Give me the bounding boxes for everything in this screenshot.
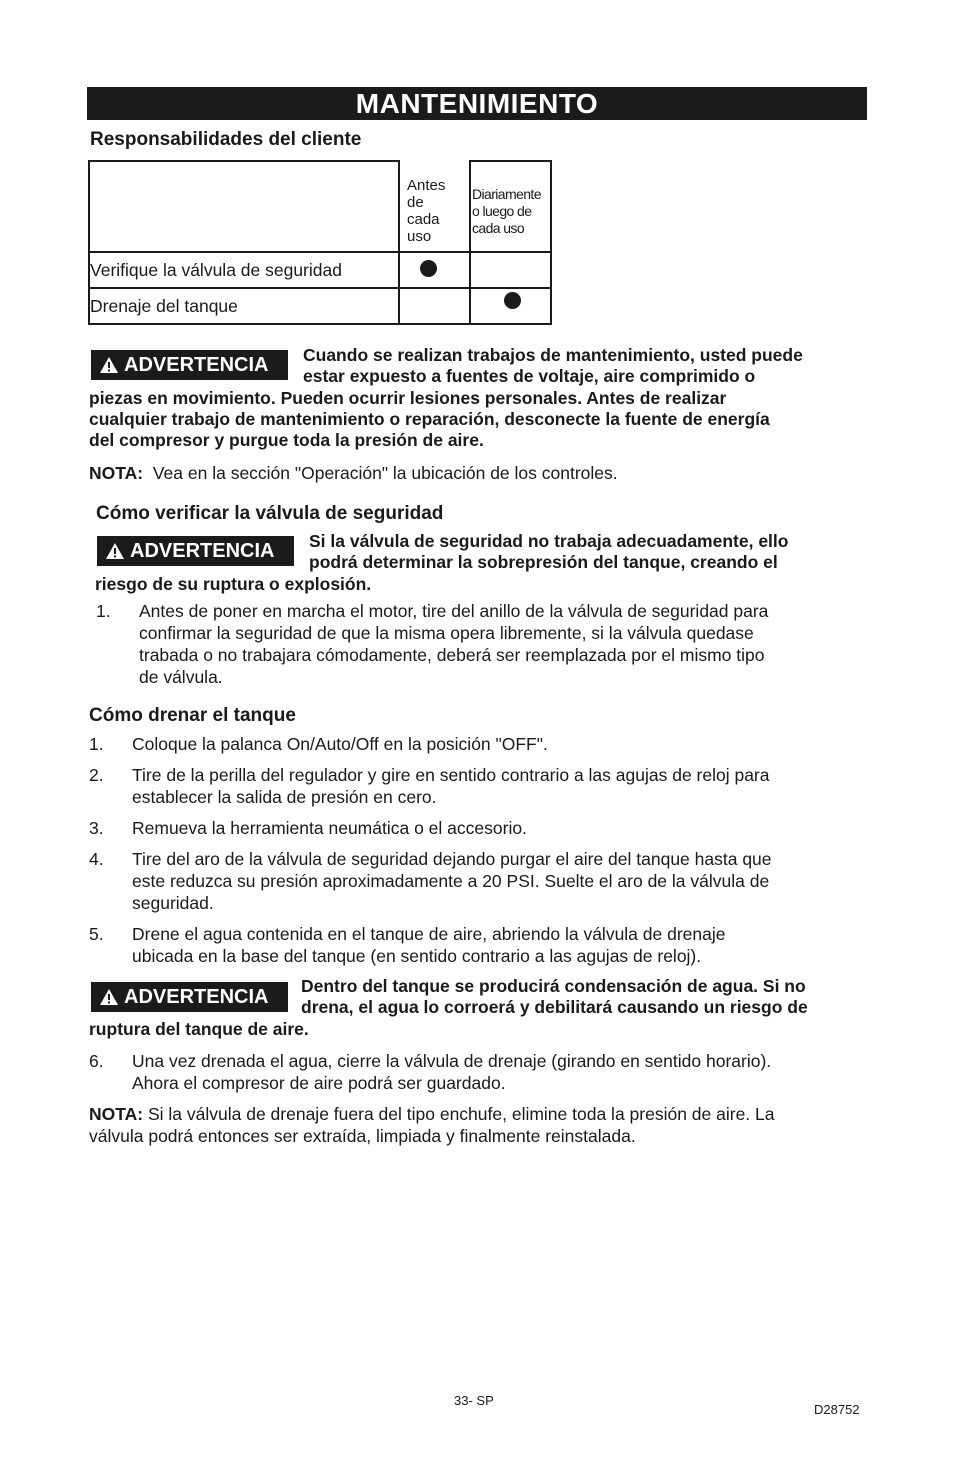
- table-cell-antes: [399, 288, 470, 324]
- table-header-antes: Antes de cada uso: [399, 161, 470, 252]
- table-row: [89, 288, 551, 324]
- list-item: 6. Una vez drenada el agua, cierre la válvula de drenaje (girando en sentido horario). Ahora el compresor de aire podrá ser guardado.: [89, 1051, 772, 1093]
- page-number: 33- SP: [454, 1393, 494, 1408]
- table-cell-diariamente: [470, 252, 551, 288]
- warning-text-rest: piezas en movimiento. Pueden ocurrir lesiones personales. Antes de realizar cualquier trabajo de mantenimiento o reparación, desconecte la fuente de energía del compresor y purgue toda la presión de aire.: [89, 388, 770, 450]
- check-dot-icon: [420, 260, 437, 277]
- table-cell-antes: [399, 252, 470, 288]
- warning-text-rest: ruptura del tanque de aire.: [89, 1019, 309, 1039]
- table-row-label: Drenaje del tanque: [89, 288, 399, 324]
- list-item: 1. Coloque la palanca On/Auto/Off en la posición "OFF".: [89, 734, 548, 754]
- warning-badge: ADVERTENCIA: [97, 536, 294, 566]
- warning-badge: ADVERTENCIA: [91, 982, 288, 1012]
- check-dot-icon: [504, 292, 521, 309]
- list-item: 4. Tire del aro de la válvula de seguridad dejando purgar el aire del tanque hasta que este reduzca su presión aproximadamente a 20 PSI. Suelte el aro de la válvula de seguridad.: [89, 849, 772, 913]
- warning-triangle-icon: [99, 988, 119, 1006]
- warning-triangle-icon: [99, 356, 119, 374]
- table-header-diariamente: Diariamente o luego de cada uso: [470, 161, 551, 252]
- section-heading-valvula: Cómo verificar la válvula de seguridad: [96, 503, 444, 524]
- warning-badge: ADVERTENCIA: [91, 350, 288, 380]
- warning-triangle-icon: [105, 542, 125, 560]
- nota-drenaje: NOTA: Si la válvula de drenaje fuera del tipo enchufe, elimine toda la presión de aire. La válvula podrá entonces ser extraída, limpiada y finalmente reinstalada.: [89, 1104, 775, 1146]
- warning-text-first: Dentro del tanque se producirá condensación de agua. Si no drena, el agua lo corroerá y debilitará causando un riesgo de: [301, 976, 808, 1017]
- table-row: [89, 252, 551, 288]
- table-cell-diariamente: [470, 288, 551, 324]
- warning-text-rest: riesgo de su ruptura o explosión.: [95, 574, 372, 594]
- nota-controls: NOTA: Vea en la sección "Operación" la ubicación de los controles.: [89, 463, 618, 483]
- section-heading-responsabilidades: Responsabilidades del cliente: [90, 129, 362, 150]
- list-item: 5. Drene el agua contenida en el tanque de aire, abriendo la válvula de drenaje ubicada en la base del tanque (en sentido contrario a las agujas de reloj).: [89, 924, 726, 966]
- maintenance-table: [88, 160, 552, 325]
- list-item: 2. Tire de la perilla del regulador y gire en sentido contrario a las agujas de reloj para establecer la salida de presión en cero.: [89, 765, 770, 807]
- table-header-blank: [89, 161, 399, 252]
- list-item: 1. Antes de poner en marcha el motor, tire del anillo de la válvula de seguridad para confirmar la seguridad de que la misma opera libremente, si la válvula quedase trabada o no trabajara cómodamente, deberá ser reemplazada por el mismo tipo de válvula.: [96, 601, 769, 687]
- warning-text-first: Si la válvula de seguridad no trabaja adecuadamente, ello podrá determinar la sobrepresión del tanque, creando el: [309, 531, 789, 572]
- page-title: MANTENIMIENTO: [87, 87, 867, 120]
- section-heading-drenar: Cómo drenar el tanque: [89, 705, 296, 726]
- table-row-label: Verifique la válvula de seguridad: [89, 252, 399, 288]
- list-item: 3. Remueva la herramienta neumática o el accesorio.: [89, 818, 527, 838]
- warning-text-first: Cuando se realizan trabajos de mantenimiento, usted puede estar expuesto a fuentes de voltaje, aire comprimido o: [303, 345, 803, 386]
- document-code: D28752: [814, 1402, 860, 1417]
